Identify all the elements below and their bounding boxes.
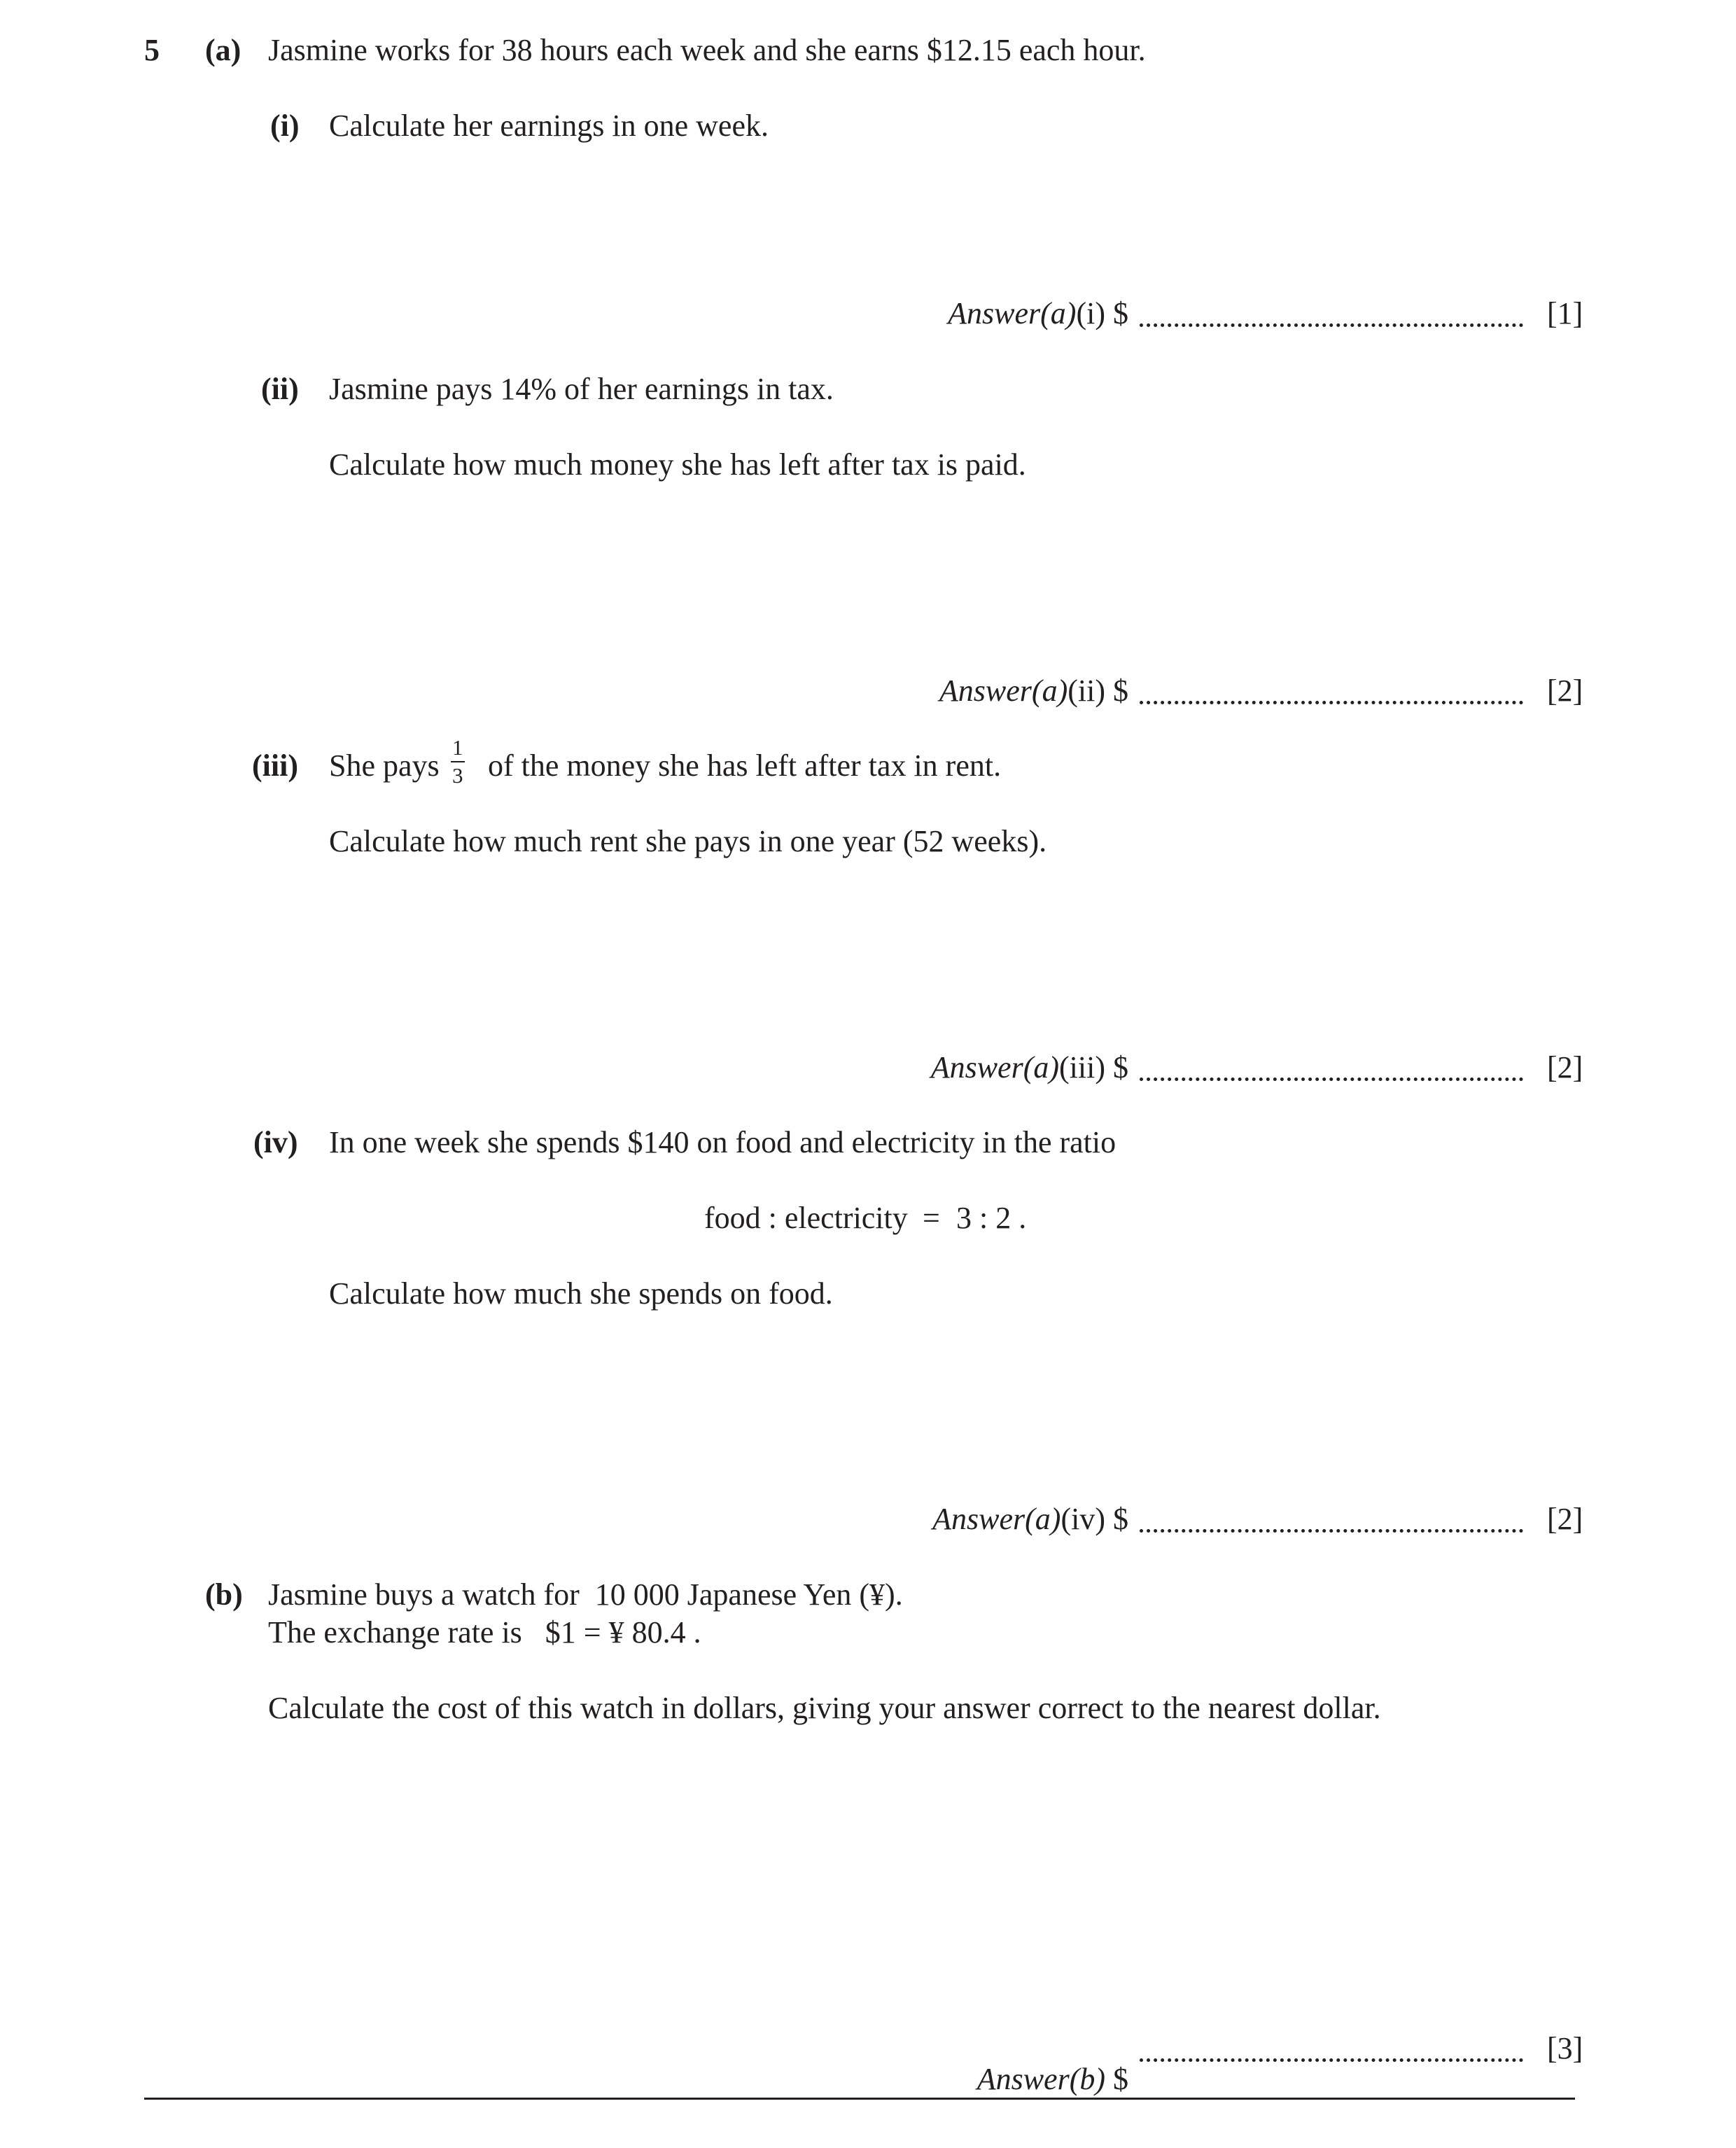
mark-a-iii: [2] xyxy=(1547,1050,1583,1085)
part-b-text2: The exchange rate is $1 = ¥ 80.4 . xyxy=(268,1615,701,1650)
answer-label-italic: Answer(a) xyxy=(939,674,1068,708)
part-a-iv-label: (iv) xyxy=(253,1125,298,1159)
part-a-iv-text1: In one week she spends $140 on food and electricity in the ratio xyxy=(329,1125,1116,1159)
part-a-iii-label: (iii) xyxy=(252,748,298,783)
fraction-one-third xyxy=(451,737,465,786)
part-a-iii-text2: Calculate how much rent she pays in one year (52 weeks). xyxy=(329,824,1047,858)
fraction-denominator: 3 xyxy=(452,763,463,788)
answer-a-iv-label xyxy=(932,1504,1128,1535)
answer-label-italic: Answer(a) xyxy=(932,1502,1061,1536)
answer-a-i-line[interactable] xyxy=(1140,323,1523,327)
part-a-i-text: Calculate her earnings in one week. xyxy=(329,109,769,143)
fraction-numerator: 1 xyxy=(451,737,465,762)
page-bottom-rule xyxy=(144,2098,1575,2100)
answer-label-italic: Answer(b) xyxy=(976,2062,1105,2096)
part-a-text: Jasmine works for 38 hours each week and she earns $12.15 each hour. xyxy=(268,33,1146,67)
answer-part: (i) $ xyxy=(1076,296,1128,330)
part-a-label: (a) xyxy=(205,33,241,67)
answer-a-ii-line[interactable] xyxy=(1140,701,1523,704)
part-a-iii-text-before: She pays xyxy=(329,748,440,783)
part-b-label: (b) xyxy=(205,1577,243,1612)
ratio-rhs: 3 : 2 . xyxy=(956,1201,1027,1235)
part-a-i-label: (i) xyxy=(270,109,300,143)
mark-a-iv: [2] xyxy=(1547,1502,1583,1536)
ratio-equals: = xyxy=(923,1201,940,1235)
part-b-text1: Jasmine buys a watch for 10 000 Japanese Yen (¥). xyxy=(268,1577,903,1612)
mark-a-ii: [2] xyxy=(1547,674,1583,708)
answer-b-line[interactable] xyxy=(1140,2058,1523,2062)
answer-a-ii-label xyxy=(939,676,1128,706)
answer-part: $ xyxy=(1105,2062,1128,2096)
ratio-lhs: food : electricity xyxy=(704,1201,908,1235)
answer-part: (iii) $ xyxy=(1059,1050,1128,1085)
part-a-ii-label: (ii) xyxy=(261,372,299,406)
answer-part: (iv) $ xyxy=(1060,1502,1128,1536)
answer-a-iii-line[interactable] xyxy=(1140,1078,1523,1081)
answer-label-italic: Answer(a) xyxy=(948,296,1077,330)
answer-a-i-label xyxy=(948,298,1128,329)
part-a-ii-text1: Jasmine pays 14% of her earnings in tax. xyxy=(329,372,834,406)
question-number: 5 xyxy=(144,33,160,67)
part-a-ii-text2: Calculate how much money she has left after tax is paid. xyxy=(329,447,1026,482)
answer-a-iii-label xyxy=(931,1052,1128,1083)
answer-label-italic: Answer(a) xyxy=(930,1050,1060,1085)
answer-a-iv-line[interactable] xyxy=(1140,1529,1523,1533)
answer-b-label xyxy=(962,2033,1128,2095)
part-a-iii-text-after: of the money she has left after tax in rent. xyxy=(488,748,1002,783)
part-a-iv-text2: Calculate how much she spends on food. xyxy=(329,1276,833,1311)
part-b-text3: Calculate the cost of this watch in dollars, giving your answer correct to the nearest dollar. xyxy=(268,1691,1381,1725)
mark-b: [3] xyxy=(1547,2031,1583,2065)
answer-part: (ii) $ xyxy=(1068,674,1128,708)
mark-a-i: [1] xyxy=(1547,296,1583,330)
